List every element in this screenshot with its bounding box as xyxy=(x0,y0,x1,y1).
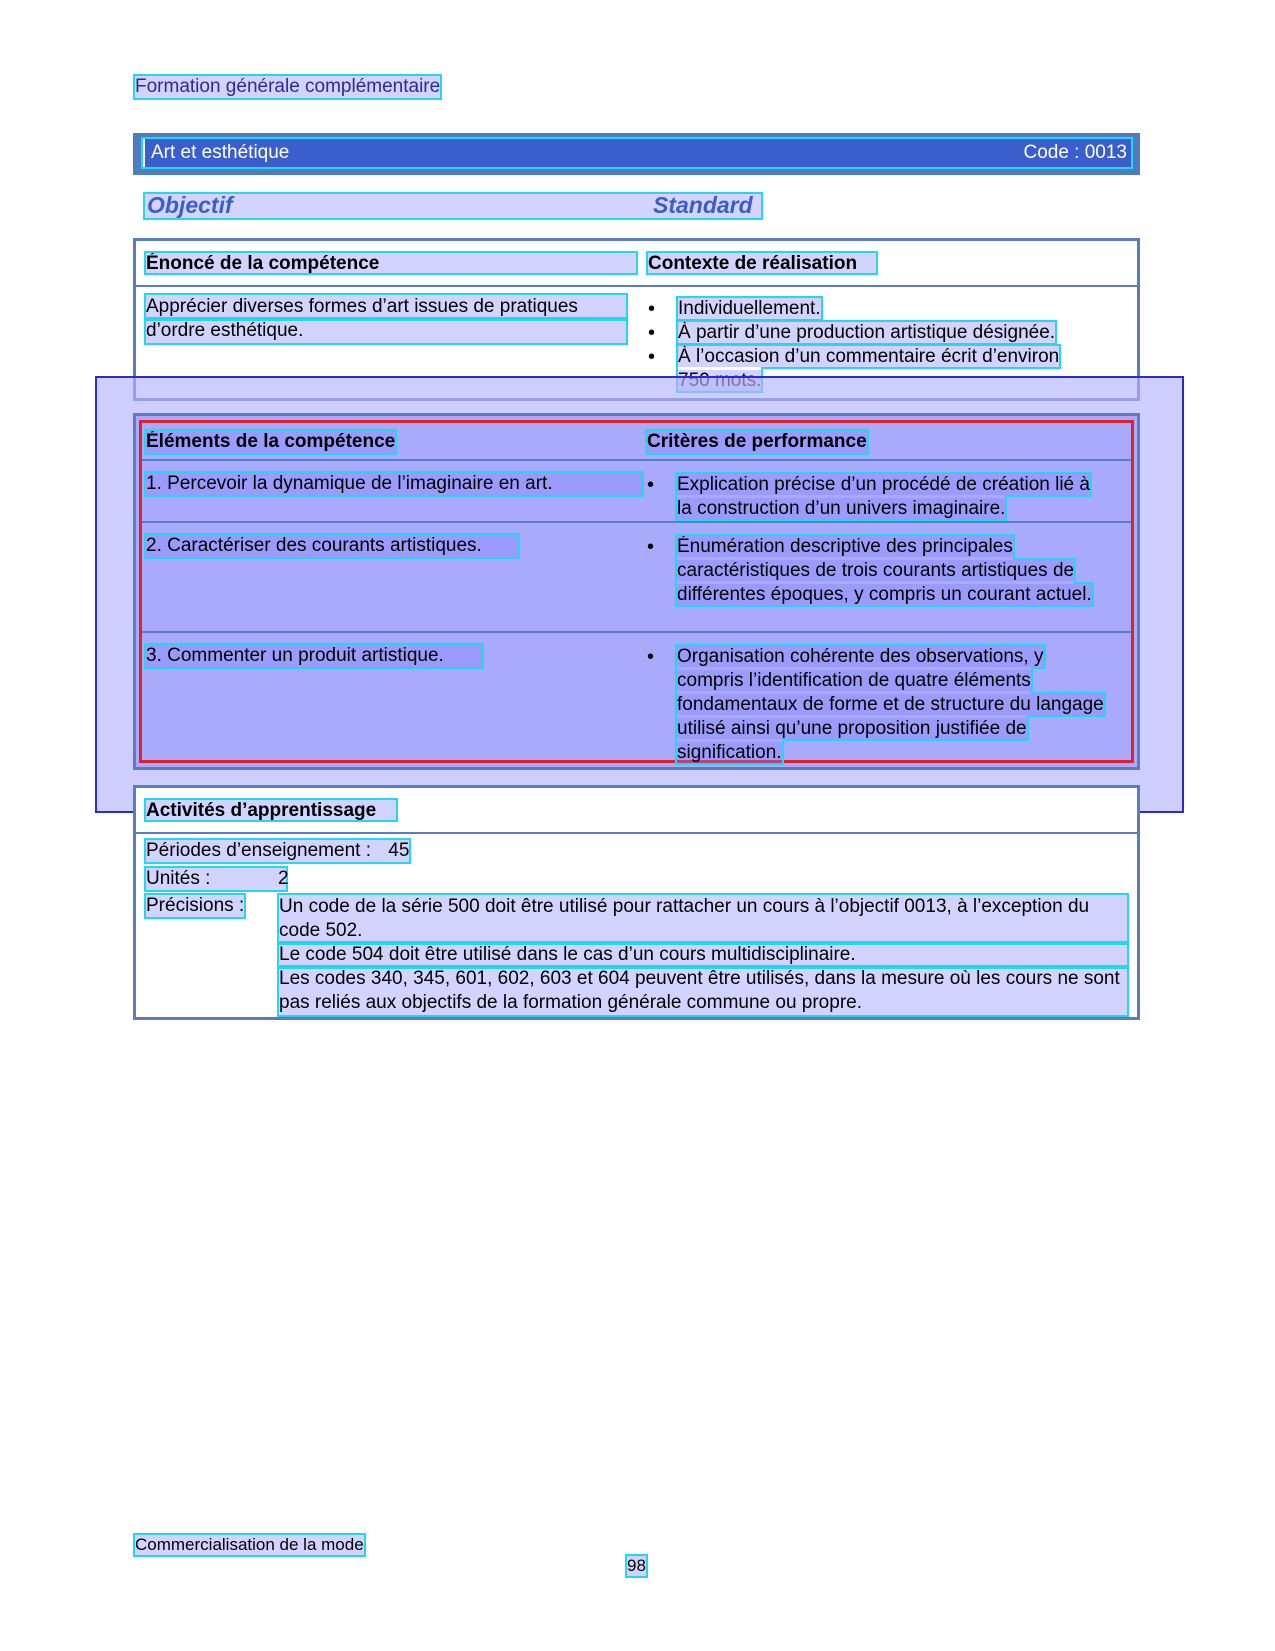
element-item: 2. Caractériser des courants artistiques. xyxy=(146,535,518,557)
criteria-header: Critères de performance xyxy=(647,431,867,452)
elements-selection-frame xyxy=(139,420,1134,763)
objective-standard-heading xyxy=(145,194,761,218)
element-item: 1. Percevoir la dynamique de l’imaginaire en art. xyxy=(146,473,642,495)
subject-code: Code : 0013 xyxy=(1023,142,1127,163)
competence-table-header xyxy=(136,241,1137,287)
footer-program: Commercialisation de la mode xyxy=(135,1535,364,1554)
program-header: Formation générale complémentaire xyxy=(135,76,441,97)
activities-header: Activités d’apprentissage xyxy=(146,800,396,820)
objective-heading: Objectif xyxy=(147,192,233,218)
precision-item: Le code 504 doit être utilisé dans le cas d’un cours multidisciplinaire. xyxy=(279,943,1127,967)
periods-row xyxy=(146,840,409,862)
subject-title: Art et esthétique xyxy=(151,142,290,163)
list-item: • Énumération descriptive des principales caractéristiques de trois courants artistiques de différentes époques, y compris un courant actuel. xyxy=(647,535,1107,607)
precisions-label: Précisions : xyxy=(146,895,245,916)
precisions-list xyxy=(279,895,1127,1015)
element-item: 3. Commenter un produit artistique. xyxy=(146,645,482,667)
list-item: • À l’occasion d’un commentaire écrit d’environ xyxy=(648,345,1088,393)
activities-table xyxy=(133,785,1140,1020)
subject-bar xyxy=(133,133,1140,175)
units-label: Unités : xyxy=(146,868,211,889)
periods-value: 45 xyxy=(388,840,410,861)
statement-line: d’ordre esthétique. xyxy=(146,319,626,343)
page-number: 98 xyxy=(627,1556,646,1575)
precision-item: Les codes 340, 345, 601, 602, 603 et 604 peuvent être utilisés, dans la mesure où les cours ne sont pas reliés aux objectifs de la formation générale commune ou propre. xyxy=(279,967,1127,1015)
divider xyxy=(142,521,1131,523)
statement-line: Apprécier diverses formes d’art issues de pratiques xyxy=(146,295,626,319)
units-value: 2 xyxy=(278,868,289,889)
competence-statement xyxy=(146,295,626,343)
list-item: • Individuellement. xyxy=(648,297,1088,321)
elements-header: Éléments de la compétence xyxy=(146,431,396,452)
criteria-list xyxy=(647,645,1107,765)
precision-item: Un code de la série 500 doit être utilisé pour rattacher un cours à l’objectif 0013, à l’exception du code 502. xyxy=(279,895,1127,943)
list-item: • Explication précise d’un procédé de création lié à la construction d’un univers imaginaire. xyxy=(647,473,1107,521)
list-item: • Organisation cohérente des observations, y compris l’identification de quatre éléments fondamentaux de forme et de structure du langage utilisé ainsi qu’une proposition justifiée de signification. xyxy=(647,645,1107,765)
list-item: • À partir d’une production artistique désignée. xyxy=(648,321,1088,345)
divider xyxy=(142,459,1131,461)
divider xyxy=(142,631,1131,633)
activities-table-header xyxy=(136,788,1137,834)
periods-label: Périodes d’enseignement : xyxy=(146,840,371,861)
criteria-list xyxy=(647,535,1107,607)
context-header: Contexte de réalisation xyxy=(648,253,876,273)
standard-heading: Standard xyxy=(653,192,753,218)
units-row xyxy=(146,868,289,890)
criteria-list xyxy=(647,473,1107,521)
elements-table xyxy=(133,413,1140,770)
statement-header: Énoncé de la compétence xyxy=(146,253,636,273)
